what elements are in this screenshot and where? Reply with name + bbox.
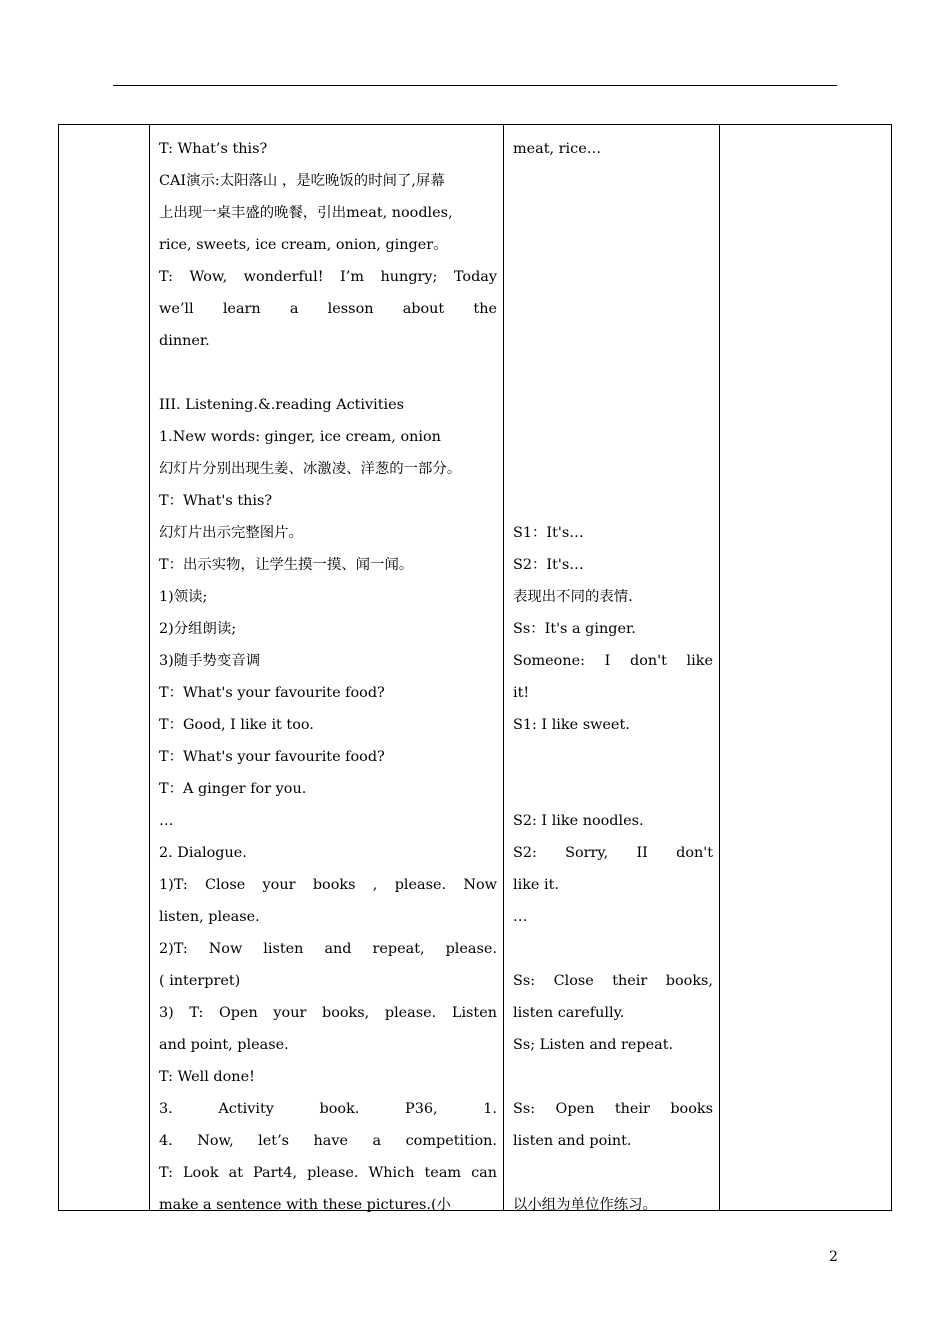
student-line: meat, rice… (513, 141, 602, 157)
student-line (513, 773, 713, 805)
student-line (513, 357, 713, 389)
student-line (513, 389, 713, 421)
student-line: S2: Sorry, II don't (513, 845, 713, 861)
teacher-line: we’ll learn a lesson about the (159, 301, 497, 317)
teacher-line: T: Well done! (159, 1069, 255, 1085)
student-line (513, 293, 713, 325)
teacher-activities-column (159, 133, 497, 1221)
header-rule (113, 85, 837, 86)
student-line: Someone: I don't like (513, 653, 713, 669)
student-line: S1: I like sweet. (513, 717, 630, 733)
student-line: 以小组为单位作练习。 (513, 1197, 657, 1213)
teacher-line: 幻灯片分别出现生姜、冰激凌、洋葱的一部分。 (159, 461, 462, 477)
teacher-line: 4. Now, let’s have a competition. (159, 1133, 497, 1149)
teacher-line: 2. Dialogue. (159, 845, 247, 861)
teacher-line: T：What's this? (159, 493, 273, 509)
column-divider-3 (719, 125, 720, 1210)
teacher-line: 3)随手势变音调 (159, 653, 261, 669)
student-line: Ss: Open their books (513, 1101, 713, 1117)
student-line (513, 197, 713, 229)
page-number: 2 (829, 1249, 838, 1265)
teacher-line: make a sentence with these pictures.(小 (159, 1197, 451, 1213)
student-line (513, 421, 713, 453)
student-line: Ss: Close their books, (513, 973, 713, 989)
student-line: Ss：It's a ginger. (513, 621, 636, 637)
teacher-line (159, 357, 497, 389)
teacher-line: T: Wow, wonderful! I’m hungry; Today (159, 269, 497, 285)
teacher-line: T：What's your favourite food? (159, 749, 385, 765)
teacher-line: dinner. (159, 333, 210, 349)
teacher-line: 3. Activity book. P36, 1. (159, 1101, 497, 1117)
teacher-line: 1)领读; (159, 589, 208, 605)
teacher-line: rice, sweets, ice cream, onion, ginger。 (159, 237, 448, 253)
teacher-line: 2)T: Now listen and repeat, please. (159, 941, 497, 957)
student-line (513, 485, 713, 517)
teacher-line: … (159, 813, 174, 829)
student-line (513, 741, 713, 773)
teacher-line: 幻灯片出示完整图片。 (159, 525, 303, 541)
teacher-line: and point, please. (159, 1037, 289, 1053)
lesson-plan-table (58, 124, 892, 1211)
student-line: 表现出不同的表情. (513, 589, 633, 605)
student-line: S1：It's… (513, 525, 584, 541)
student-line (513, 325, 713, 357)
student-line (513, 933, 713, 965)
column-divider-2 (503, 125, 504, 1210)
student-line (513, 165, 713, 197)
teacher-line: listen, please. (159, 909, 260, 925)
teacher-line: T：What's your favourite food? (159, 685, 385, 701)
student-activities-column (513, 133, 713, 1221)
teacher-line: ( interpret) (159, 973, 241, 989)
teacher-line: 2)分组朗读; (159, 621, 237, 637)
student-line: listen carefully. (513, 1005, 625, 1021)
student-line: S2：It's… (513, 557, 584, 573)
column-divider-1 (149, 125, 150, 1210)
teacher-line: T：A ginger for you. (159, 781, 307, 797)
student-line: Ss; Listen and repeat. (513, 1037, 674, 1053)
teacher-line: T: Look at Part4, please. Which team can (159, 1165, 497, 1181)
student-line: … (513, 909, 528, 925)
student-line: like it. (513, 877, 559, 893)
student-line (513, 229, 713, 261)
teacher-line: T：出示实物，让学生摸一摸、闻一闻。 (159, 557, 414, 573)
student-line (513, 453, 713, 485)
teacher-line: 上出现一桌丰盛的晚餐，引出meat, noodles, (159, 205, 453, 221)
student-line: listen and point. (513, 1133, 632, 1149)
teacher-line: 3) T: Open your books, please. Listen (159, 1005, 497, 1021)
student-line: it! (513, 685, 530, 701)
student-line: S2: I like noodles. (513, 813, 644, 829)
teacher-line: T：Good, I like it too. (159, 717, 314, 733)
teacher-line: T: What’s this? (159, 141, 268, 157)
teacher-line: 1)T: Close your books , please. Now (159, 877, 497, 893)
student-line (513, 1157, 713, 1189)
teacher-line: 1.New words: ginger, ice cream, onion (159, 429, 441, 445)
student-line (513, 261, 713, 293)
teacher-line: CAI演示:太阳落山 ，是吃晚饭的时间了,屏幕 (159, 173, 445, 189)
teacher-line: III. Listening.&.reading Activities (159, 397, 405, 413)
student-line (513, 1061, 713, 1093)
